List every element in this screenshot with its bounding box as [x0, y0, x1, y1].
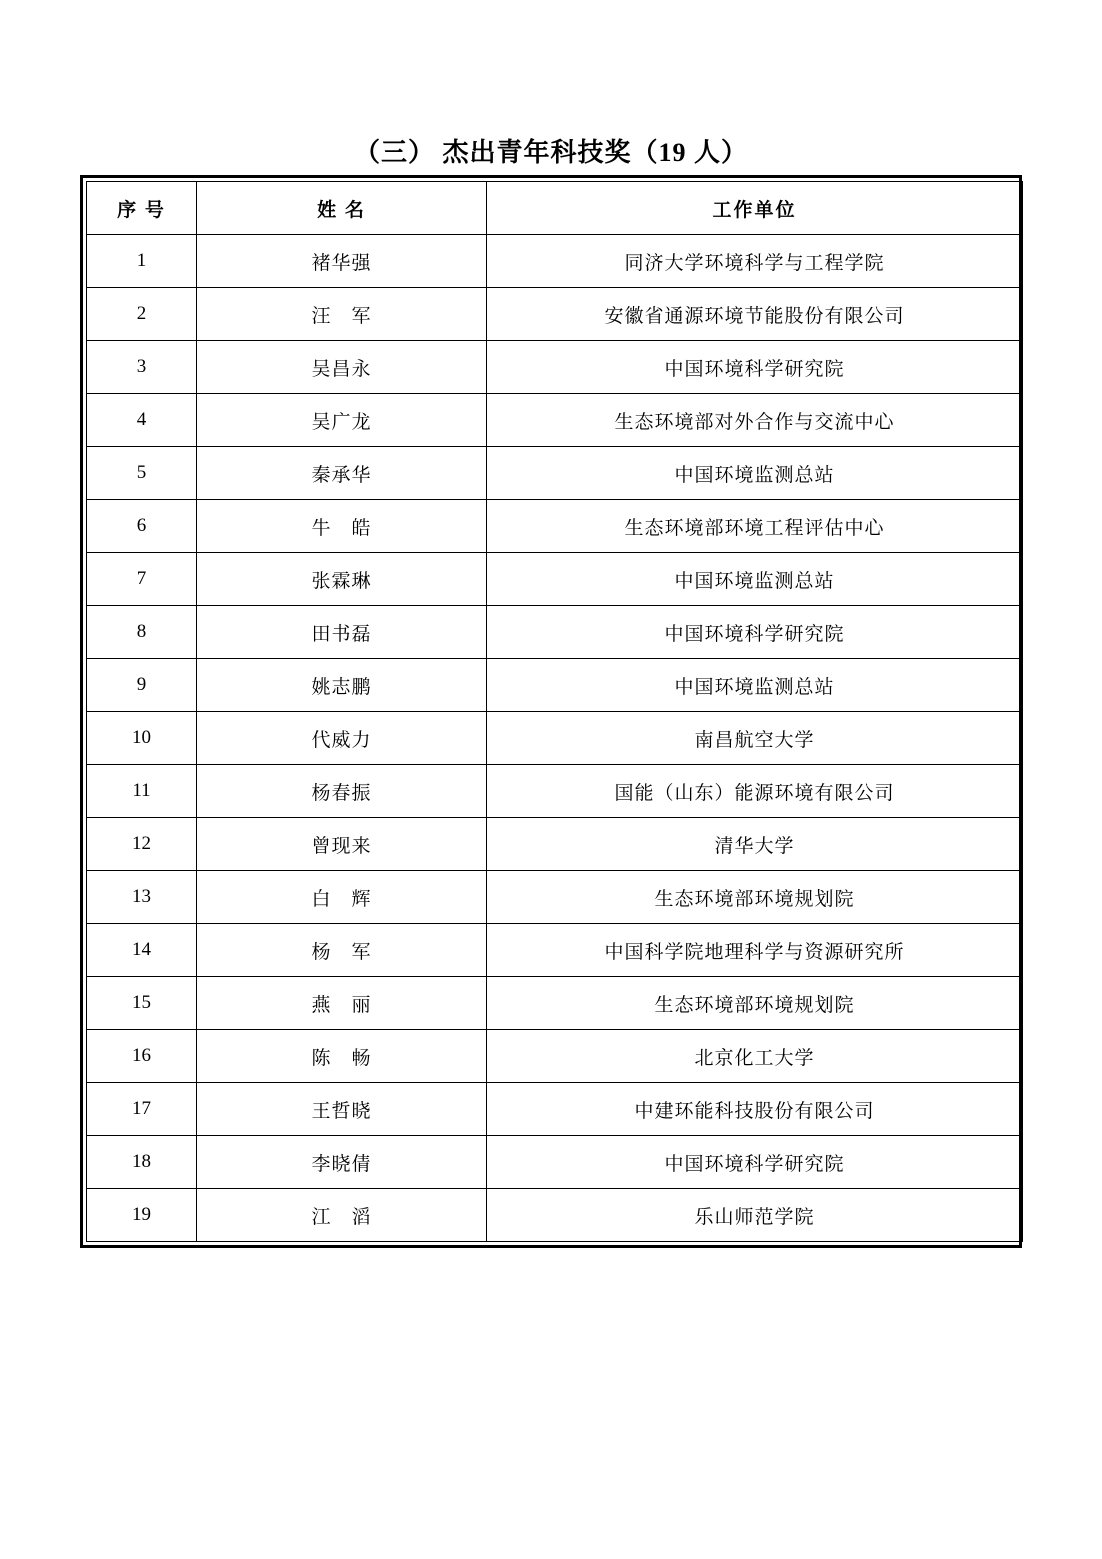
cell-name: 曾现来 [197, 818, 487, 871]
cell-org: 生态环境部环境规划院 [487, 977, 1023, 1030]
table-row [87, 1136, 1023, 1189]
cell-no: 5 [87, 447, 197, 500]
column-header-no: 序 号 [87, 182, 197, 235]
table-row [87, 977, 1023, 1030]
table-row [87, 712, 1023, 765]
cell-no: 9 [87, 659, 197, 712]
cell-name: 江 滔 [197, 1189, 487, 1242]
cell-org: 中国科学院地理科学与资源研究所 [487, 924, 1023, 977]
cell-name: 杨春振 [197, 765, 487, 818]
cell-name: 李晓倩 [197, 1136, 487, 1189]
cell-name: 燕 丽 [197, 977, 487, 1030]
cell-org: 同济大学环境科学与工程学院 [487, 235, 1023, 288]
cell-org: 中国环境监测总站 [487, 447, 1023, 500]
table-row [87, 1189, 1023, 1242]
table-header [87, 182, 1023, 235]
cell-no: 3 [87, 341, 197, 394]
award-table-container [80, 175, 1022, 1248]
cell-org: 生态环境部环境规划院 [487, 871, 1023, 924]
cell-name: 陈 畅 [197, 1030, 487, 1083]
award-table [86, 181, 1023, 1242]
cell-name: 张霖琳 [197, 553, 487, 606]
table-row [87, 341, 1023, 394]
cell-org: 国能（山东）能源环境有限公司 [487, 765, 1023, 818]
cell-name: 汪 军 [197, 288, 487, 341]
table-row [87, 606, 1023, 659]
cell-name: 杨 军 [197, 924, 487, 977]
cell-name: 吴广龙 [197, 394, 487, 447]
cell-name: 秦承华 [197, 447, 487, 500]
cell-no: 19 [87, 1189, 197, 1242]
cell-org: 生态环境部环境工程评估中心 [487, 500, 1023, 553]
cell-no: 6 [87, 500, 197, 553]
cell-org: 乐山师范学院 [487, 1189, 1023, 1242]
cell-no: 11 [87, 765, 197, 818]
cell-no: 15 [87, 977, 197, 1030]
column-header-org: 工作单位 [487, 182, 1023, 235]
cell-no: 10 [87, 712, 197, 765]
cell-no: 18 [87, 1136, 197, 1189]
cell-org: 中国环境科学研究院 [487, 606, 1023, 659]
cell-name: 田书磊 [197, 606, 487, 659]
column-header-name: 姓 名 [197, 182, 487, 235]
table-row [87, 1083, 1023, 1136]
table-row [87, 394, 1023, 447]
cell-org: 北京化工大学 [487, 1030, 1023, 1083]
cell-org: 生态环境部对外合作与交流中心 [487, 394, 1023, 447]
cell-no: 17 [87, 1083, 197, 1136]
cell-org: 中国环境科学研究院 [487, 1136, 1023, 1189]
table-header-row [87, 182, 1023, 235]
table-row [87, 765, 1023, 818]
table-row [87, 1030, 1023, 1083]
cell-org: 中国环境监测总站 [487, 659, 1023, 712]
page-title: （三） 杰出青年科技奖（19 人） [353, 138, 748, 167]
cell-no: 4 [87, 394, 197, 447]
table-row [87, 500, 1023, 553]
cell-org: 中国环境监测总站 [487, 553, 1023, 606]
cell-name: 牛 皓 [197, 500, 487, 553]
table-row [87, 553, 1023, 606]
table-row [87, 235, 1023, 288]
cell-name: 姚志鹏 [197, 659, 487, 712]
cell-no: 13 [87, 871, 197, 924]
cell-no: 12 [87, 818, 197, 871]
table-row [87, 447, 1023, 500]
cell-org: 中建环能科技股份有限公司 [487, 1083, 1023, 1136]
cell-no: 1 [87, 235, 197, 288]
cell-name: 白 辉 [197, 871, 487, 924]
cell-name: 代威力 [197, 712, 487, 765]
cell-name: 吴昌永 [197, 341, 487, 394]
cell-no: 7 [87, 553, 197, 606]
cell-org: 清华大学 [487, 818, 1023, 871]
cell-org: 安徽省通源环境节能股份有限公司 [487, 288, 1023, 341]
cell-no: 16 [87, 1030, 197, 1083]
cell-name: 褚华强 [197, 235, 487, 288]
cell-org: 南昌航空大学 [487, 712, 1023, 765]
cell-name: 王哲晓 [197, 1083, 487, 1136]
table-row [87, 659, 1023, 712]
table-row [87, 818, 1023, 871]
cell-no: 14 [87, 924, 197, 977]
table-row [87, 288, 1023, 341]
cell-no: 8 [87, 606, 197, 659]
cell-no: 2 [87, 288, 197, 341]
table-row [87, 924, 1023, 977]
table-body [87, 235, 1023, 1242]
cell-org: 中国环境科学研究院 [487, 341, 1023, 394]
table-row [87, 871, 1023, 924]
